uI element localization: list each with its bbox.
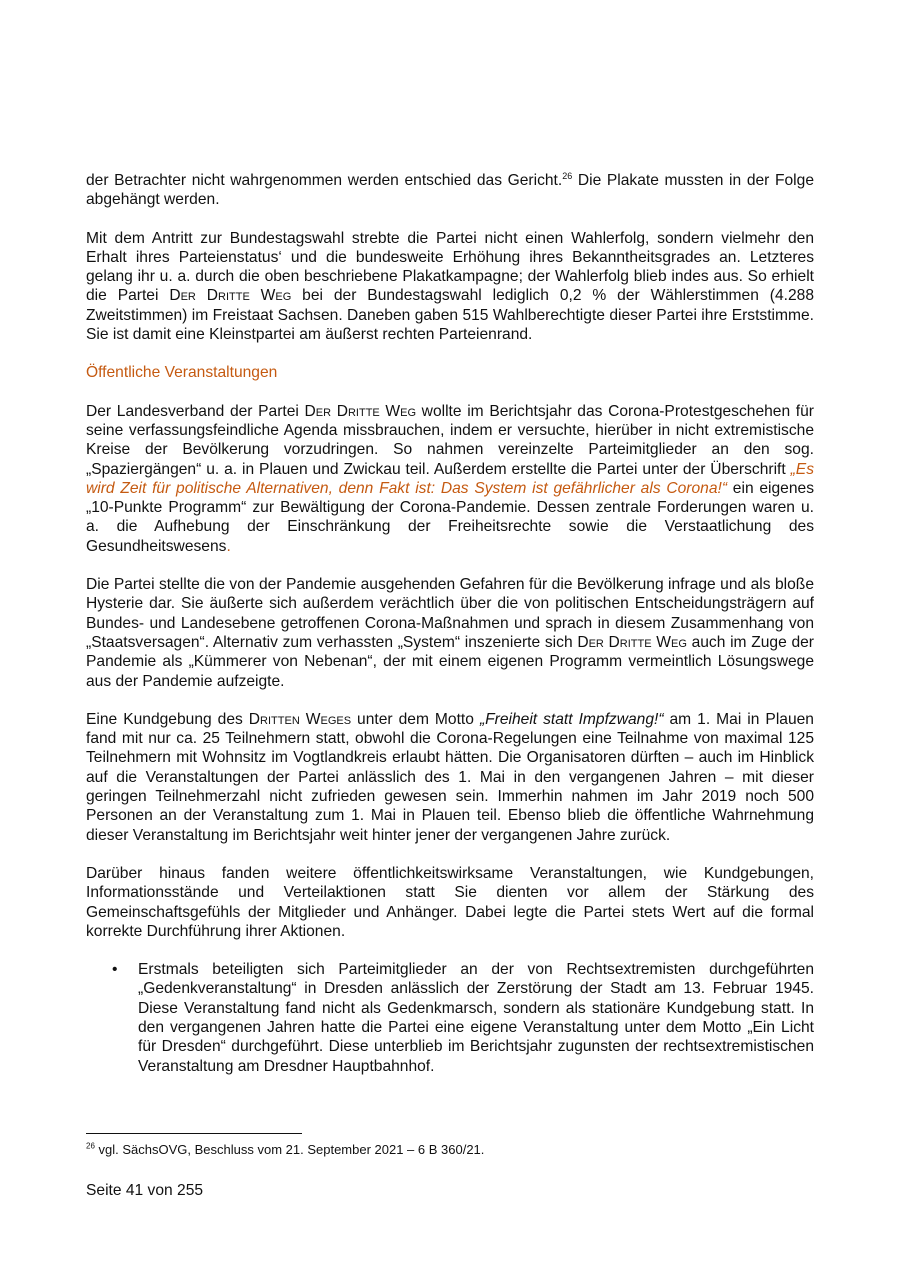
section-heading: Öffentliche Veranstaltungen <box>86 364 278 382</box>
bullet-list <box>86 960 814 1076</box>
list-item: • Erstmals beteiligten sich Parteimitglieder an der von Rechtsextremisten durchgeführten „Gedenkveranstaltung“ in Dresden anlässlich der Zerstörung der Stadt am 13. Februar 1945. Diese Veranstaltung fand nicht als Gedenkmarsch, sondern als stationäre Kundgebung statt. In den vergangenen Jahren hatte die Partei eine eigene Veranstaltung unter dem Motto „Ein Licht für Dresden“ durchgeführt. Diese unterblieb im Berichtsjahr zugunsten der rechtsextremistischen Veranstaltung am Dresdner Hauptbahnhof. <box>112 961 814 1075</box>
footnote-reference[interactable]: 26 <box>562 170 573 181</box>
quoted-slogan: „Es wird Zeit für politische Alternativen, denn Fakt ist: Das System ist gefährlicher als Corona!“ <box>86 460 814 497</box>
paragraph-1: der Betrachter nicht wahrgenommen werden entschied das Gericht.$^{26}$ Die Plakate mussten in der Folge abgehängt werden. <box>86 170 814 209</box>
paragraph-5: Eine Kundgebung des Dritten Weges unter dem Motto „Freiheit statt Impfzwang!“ am 1. Mai in Plauen fand mit nur ca. 25 Teilnehmern statt, obwohl die Corona-Regelungen eine Teilnahme von maximal 125 Teilnehmern mit Wohnsitz im Vogtlandkreis erlaubt hätten. Die Organisatoren dürften – auch im Hinblick auf die Veranstaltungen der Partei anlässlich des 1. Mai in den vergangenen Jahren – mit dieser geringen Teilnehmerzahl nicht zufrieden gewesen sein. Immerhin nahmen im Jahr 2019 noch 500 Personen an der Veranstaltung zum 1. Mai in Plauen teil. Ebenso blieb die öffentliche Wahrnehmung dieser Veranstaltung im Berichtsjahr weit hinter jener der vergangenen Jahre zurück. <box>86 710 814 844</box>
footnote: $^{26}$ vgl. SächsOVG, Beschluss vom 21. September 2021 – 6 B 360/21. <box>86 1141 485 1157</box>
motto-quote: „Freiheit statt Impfzwang!“ <box>479 710 664 728</box>
footnote-number: 26 <box>86 1141 95 1151</box>
party-name: Der Dritte Weg <box>577 633 687 651</box>
party-name: Der Dritte Weg <box>169 287 292 305</box>
body-text <box>86 171 814 1076</box>
bullet-icon: • <box>112 961 118 979</box>
footnote-divider <box>86 1133 302 1134</box>
party-name: Dritten Weges <box>248 710 352 728</box>
party-name: Der Dritte Weg <box>304 402 417 420</box>
paragraph-6: Darüber hinaus fanden weitere öffentlichkeitswirksame Veranstaltungen, wie Kundgebungen, Informationsstände und Verteilaktionen statt Sie dienten vor allem der Stärkung des Gemeinschaftsgefühls der Mitglieder und Anhänger. Dabei legte die Partei stets Wert auf die formal korrekte Durchführung ihrer Aktionen. <box>86 864 814 940</box>
paragraph-3: Der Landesverband der Partei Der Dritte Weg wollte im Berichtsjahr das Corona-Protestgeschehen für seine verfassungsfeindliche Agenda missbrauchen, indem er versuchte, hierüber in nicht extremistische Kreise der Bevölkerung vorzudringen. So nahmen vereinzelte Parteimitglieder an den sog. „Spaziergängen“ u. a. in Plauen und Zwickau teil. Außerdem erstellte die Partei unter der Überschrift „Es wird Zeit für politische Alternativen, denn Fakt ist: Das System ist gefährlicher als Corona!“ ein eigenes „10-Punkte Programm“ zur Bewältigung der Corona-Pandemie. Dessen zentrale Forderungen waren u. a. die Aufhebung der Einschränkung der Freiheitsrechte sowie die Verstaatlichung des Gesundheitswesens. <box>86 402 814 555</box>
paragraph-2: Mit dem Antritt zur Bundestagswahl strebte die Partei nicht einen Wahlerfolg, sondern vielmehr den Erhalt ihres Parteienstatus‘ und die bundesweite Erhöhung ihres Bekanntheitsgrades an. Letzteres gelang ihr u. a. durch die oben beschriebene Plakatkampagne; der Wahlerfolg blieb indes aus. So erhielt die Partei Der Dritte Weg bei der Bundestagswahl lediglich 0,2 % der Wählerstimmen (4.288 Zweitstimmen) im Freistaat Sachsen. Daneben gaben 515 Wahlberechtigte dieser Partei ihre Erststimme. Sie ist damit eine Kleinstpartei am äußerst rechten Parteienrand. <box>86 229 814 344</box>
paragraph-4: Die Partei stellte die von der Pandemie ausgehenden Gefahren für die Bevölkerung infrage und als bloße Hysterie dar. Sie äußerte sich außerdem verächtlich über die von politischen Entscheidungsträgern auf Bundes- und Landesebene getroffenen Corona-Maßnahmen und sprach in diesem Zusammenhang von „Staatsversagen“. Alternativ zum verhassten „System“ inszenierte sich Der Dritte Weg auch im Zuge der Pandemie als „Kümmerer von Nebenan“, der mit einem eigenen Programm vermeintlich Lösungswege aus der Pandemie aufzeigte. <box>86 576 815 690</box>
page-number: Seite 41 von 255 <box>86 1182 204 1199</box>
